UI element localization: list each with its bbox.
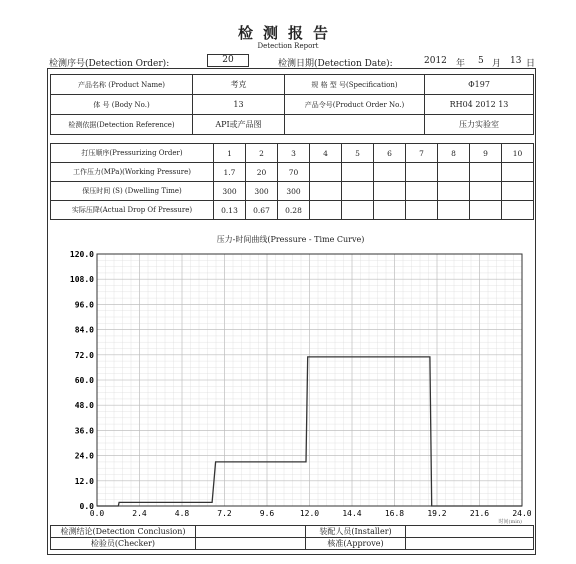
chart-y-tick-label: 12.0: [74, 476, 94, 486]
report-subtitle: Detection Report: [257, 42, 319, 50]
chart-x-axis-label: 时间(min): [498, 519, 522, 525]
chart-x-tick-label: 19.2: [427, 509, 447, 518]
working-pressure-cell: [342, 163, 374, 182]
order-cell: 8: [438, 144, 470, 163]
chart-title: 压力-时间曲线(Pressure - Time Curve): [216, 235, 365, 244]
spec-value: Φ197: [425, 75, 534, 95]
pressure-drop-cell: [438, 201, 470, 220]
dwelling-time-cell: [374, 182, 406, 201]
chart-y-tick-label: 84.0: [74, 325, 94, 335]
dwelling-time-cell: [406, 182, 438, 201]
working-pressure-cell: [438, 163, 470, 182]
conclusion-value-cell: [196, 526, 306, 538]
product-name-value: 考克: [193, 75, 285, 95]
dwelling-time-cell: [342, 182, 374, 201]
working-pressure-cell: [502, 163, 534, 182]
reference-label: 检测依据(Detection Reference): [51, 115, 193, 135]
body-no-value: 13: [193, 95, 285, 115]
chart-x-tick-label: 9.6: [259, 509, 275, 518]
test-row-order: [51, 144, 534, 163]
working-pressure-cell: 20: [246, 163, 278, 182]
date-month: 5: [478, 56, 484, 66]
order-cell: 1: [214, 144, 246, 163]
chart-x-tick-label: 7.2: [217, 509, 232, 518]
working-pressure-cell: [406, 163, 438, 182]
order-cell: 6: [374, 144, 406, 163]
pressure-drop-cell: [342, 201, 374, 220]
dwelling-time-cell: 300: [278, 182, 310, 201]
date-year-unit: 年: [456, 59, 466, 69]
dwelling-time-cell: 300: [214, 182, 246, 201]
chart-x-tick-label: 14.4: [342, 509, 362, 518]
date-year: 2012: [424, 56, 447, 66]
chart-x-tick-label: 16.8: [384, 509, 405, 518]
chart-y-tick-label: 36.0: [74, 426, 94, 436]
product-name-label: 产品名称 (Product Name): [51, 75, 193, 95]
pressure-time-chart: [47, 246, 534, 526]
chart-y-ticks: [70, 250, 94, 511]
date-day: 13: [510, 56, 522, 66]
test-table: [50, 143, 534, 220]
report-title: 检测报告: [237, 24, 338, 42]
pressure-drop-cell: [374, 201, 406, 220]
product-order-value: RH04 2012 13: [425, 95, 534, 115]
pressure-drop-label: 实际压降(Actual Drop Of Pressure): [51, 201, 214, 220]
date-month-unit: 月: [492, 59, 502, 69]
installer-label: 装配人员(Installer): [306, 526, 406, 538]
lab-value: 压力实验室: [425, 115, 534, 135]
chart-y-tick-label: 48.0: [74, 401, 94, 411]
chart-y-tick-label: 72.0: [74, 350, 94, 360]
pressure-drop-cell: [406, 201, 438, 220]
chart-x-tick-label: 24.0: [512, 509, 532, 518]
installer-value-cell: [406, 526, 534, 538]
chart-y-tick-label: 0.0: [79, 502, 94, 511]
order-cell: 10: [502, 144, 534, 163]
order-cell: 9: [470, 144, 502, 163]
working-pressure-cell: 70: [278, 163, 310, 182]
chart-y-tick-label: 108.0: [69, 275, 94, 285]
dwelling-time-label: 保压时间 (S) (Dwelling Time): [51, 182, 214, 201]
pressure-drop-cell: 0.67: [246, 201, 278, 220]
test-row-pressure-drop: [51, 201, 534, 220]
order-label: 检测序号(Detection Order):: [49, 59, 170, 69]
order-cell: 7: [406, 144, 438, 163]
date-day-unit: 日: [526, 59, 536, 69]
pressure-drop-cell: [470, 201, 502, 220]
dwelling-time-cell: 300: [246, 182, 278, 201]
footer-table: [50, 525, 534, 550]
order-cell: 2: [246, 144, 278, 163]
dwelling-time-cell: [310, 182, 342, 201]
working-pressure-cell: [470, 163, 502, 182]
dwelling-time-cell: [502, 182, 534, 201]
working-pressure-cell: 1.7: [214, 163, 246, 182]
working-pressure-cell: [374, 163, 406, 182]
reference-spacer-cell: [285, 115, 425, 135]
conclusion-label: 检测结论(Detection Conclusion): [51, 526, 196, 538]
pressure-drop-cell: [502, 201, 534, 220]
pressure-drop-cell: 0.13: [214, 201, 246, 220]
working-pressure-label: 工作压力(MPa)(Working Pressure): [51, 163, 214, 182]
working-pressure-cell: [310, 163, 342, 182]
order-cell: 3: [278, 144, 310, 163]
body-no-label: 体 号 (Body No.): [51, 95, 193, 115]
order-cell: 5: [342, 144, 374, 163]
pressure-drop-cell: [310, 201, 342, 220]
order-cell: 4: [310, 144, 342, 163]
approve-label: 核准(Approve): [306, 538, 406, 550]
chart-x-tick-label: 4.8: [174, 509, 190, 518]
dwelling-time-cell: [438, 182, 470, 201]
dwelling-time-cell: [470, 182, 502, 201]
approve-value-cell: [406, 538, 534, 550]
test-row-dwelling-time: [51, 182, 534, 201]
chart-x-tick-label: 0.0: [89, 509, 105, 518]
chart-x-tick-label: 12.0: [299, 509, 320, 518]
chart-y-tick-label: 120.0: [69, 250, 94, 259]
chart-x-tick-label: 2.4: [132, 509, 147, 518]
info-table: [50, 74, 534, 135]
product-order-label: 产品令号(Product Order No.): [285, 95, 425, 115]
reference-value: API或产品图: [193, 115, 285, 135]
chart-x-ticks: [90, 509, 532, 518]
pressure-drop-cell: 0.28: [278, 201, 310, 220]
chart-y-tick-label: 60.0: [74, 376, 94, 385]
checker-label: 检验员(Checker): [51, 538, 196, 550]
date-label: 检测日期(Detection Date):: [278, 59, 393, 69]
chart-y-tick-label: 96.0: [74, 300, 94, 310]
test-row-working-pressure: [51, 163, 534, 182]
spec-label: 规 格 型 号(Specification): [285, 75, 425, 95]
order-row-label: 打压顺序(Pressurizing Order): [51, 144, 214, 163]
chart-y-tick-label: 24.0: [74, 451, 94, 461]
order-value: 20: [207, 54, 249, 67]
checker-value-cell: [196, 538, 306, 550]
chart-x-tick-label: 21.6: [469, 509, 490, 518]
